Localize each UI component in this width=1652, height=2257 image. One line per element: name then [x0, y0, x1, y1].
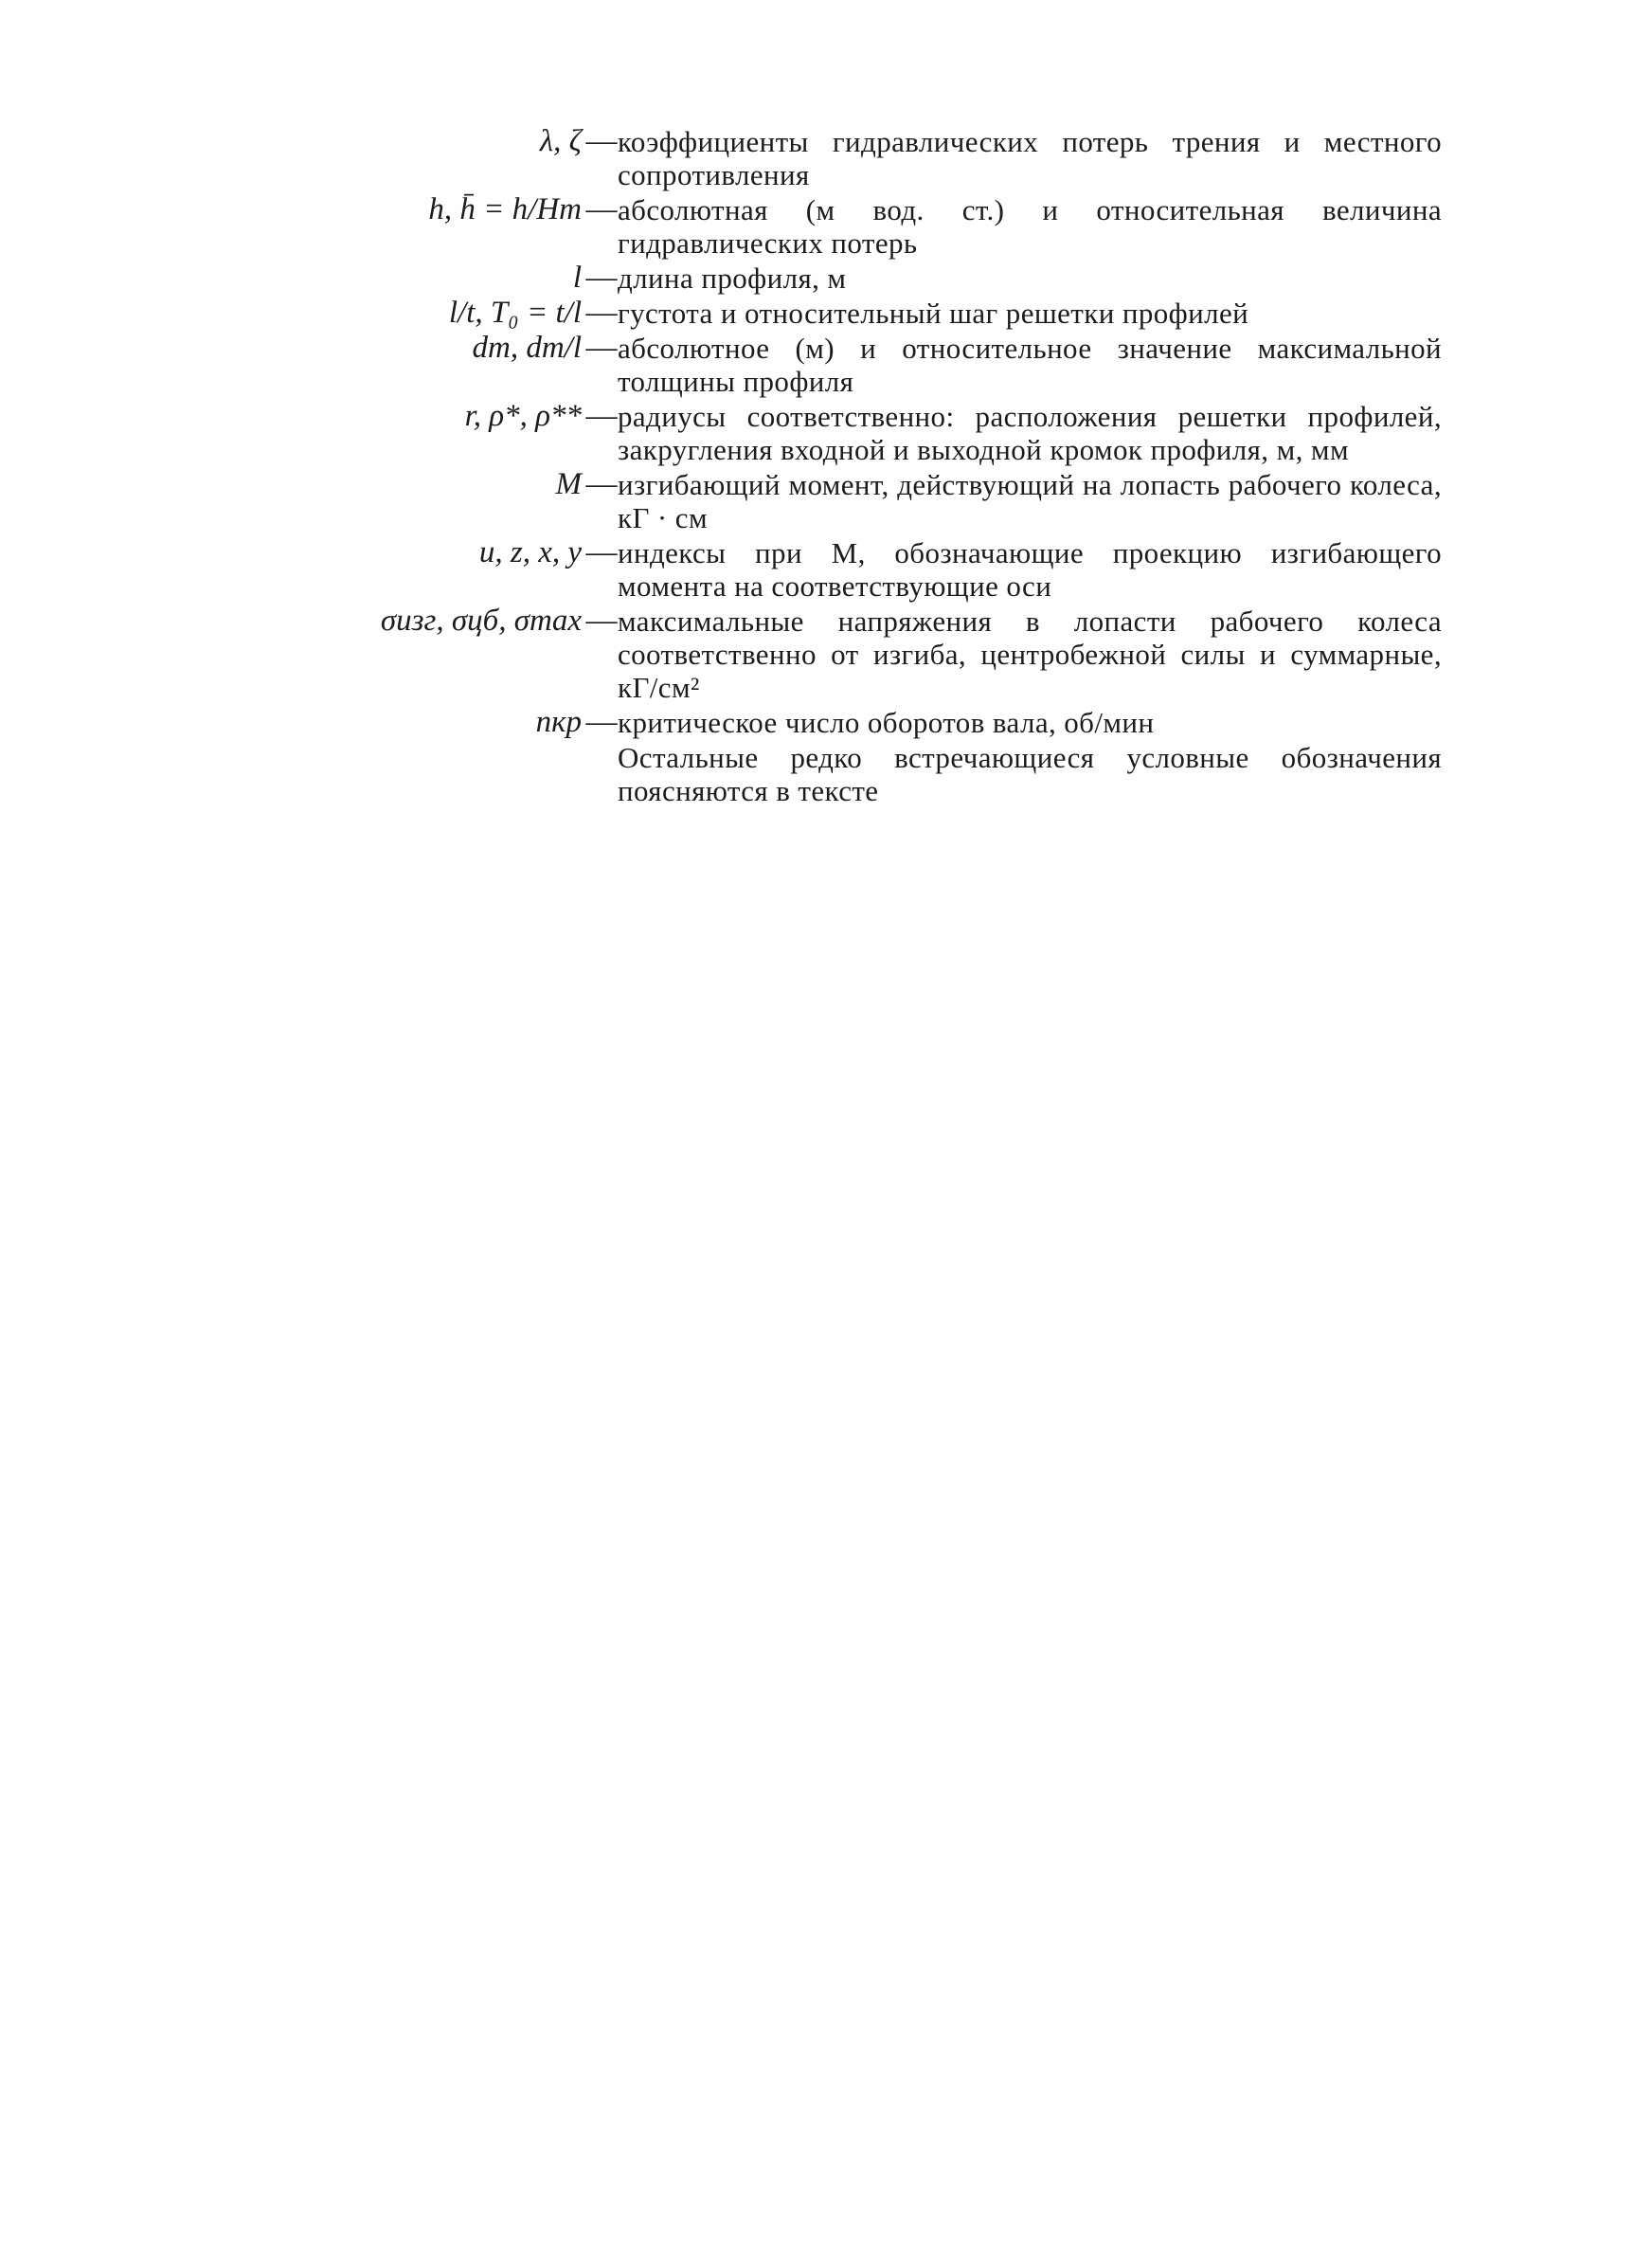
notation-list — [284, 124, 1442, 809]
em-dash: — — [585, 331, 618, 365]
notation-symbol: M — [555, 467, 582, 501]
notation-description: критическое число оборотов вала, об/мин — [618, 706, 1155, 739]
notation-entry — [284, 331, 1442, 398]
notation-symbol: λ, ζ — [539, 124, 582, 158]
notation-description: индексы при M, обозначающие проекцию изгибающего момента на соответствующие оси — [618, 536, 1442, 603]
em-dash: — — [585, 192, 618, 226]
notation-symbol: l — [572, 261, 582, 295]
notation-description: абсолютная (м вод. ст.) и относительная величина гидравлических потерь — [618, 193, 1442, 260]
notation-entry — [284, 535, 1442, 603]
em-dash: — — [585, 535, 618, 569]
notation-symbol: l/t, T₀ = t/l — [448, 296, 582, 330]
notation-symbol: u, z, x, y — [478, 535, 582, 569]
notation-symbol: h, h̄ = h/Hт — [428, 192, 582, 226]
notation-description: максимальные напряжения в лопасти рабочего колеса соответственно от изгиба, центробежной силы и суммарные, кГ/см² — [618, 605, 1442, 704]
notation-symbol: σизг, σцб, σmax — [380, 604, 582, 638]
notation-description: коэффициенты гидравлических потерь трения и местного сопротивления — [618, 125, 1442, 191]
em-dash: — — [585, 705, 618, 739]
notation-entry — [284, 192, 1442, 260]
notation-entry — [284, 604, 1442, 704]
notation-symbol: dm, dm/l — [472, 331, 582, 365]
notation-description: абсолютное (м) и относительное значение максимальной толщины профиля — [618, 332, 1442, 398]
closing-note-row — [284, 741, 1442, 807]
notation-entry — [284, 467, 1442, 534]
em-dash: — — [585, 124, 618, 158]
em-dash: — — [585, 261, 618, 295]
em-dash: — — [585, 399, 618, 433]
notation-symbol: r, ρ*, ρ** — [464, 399, 582, 433]
notation-entry — [284, 706, 1421, 739]
em-dash: — — [585, 296, 618, 330]
notation-entry — [284, 399, 1442, 466]
notation-entry — [284, 124, 1442, 191]
notation-description: изгибающий момент, действующий на лопасть рабочего колеса, кГ · см — [618, 468, 1442, 534]
em-dash: — — [585, 604, 618, 638]
notation-entry — [284, 262, 1421, 295]
notation-description: радиусы соответственно: расположения решетки профилей, закругления входной и выходной кромок профиля, м, мм — [618, 400, 1442, 466]
notation-description: длина профиля, м — [618, 262, 847, 295]
em-dash: — — [585, 467, 618, 501]
notation-description: густота и относительный шаг решетки профилей — [618, 297, 1249, 330]
notation-symbol: nкр — [535, 705, 582, 739]
closing-note: Остальные редко встречающиеся условные обозначения поясняются в тексте — [618, 741, 1442, 807]
notation-entry — [284, 297, 1421, 330]
